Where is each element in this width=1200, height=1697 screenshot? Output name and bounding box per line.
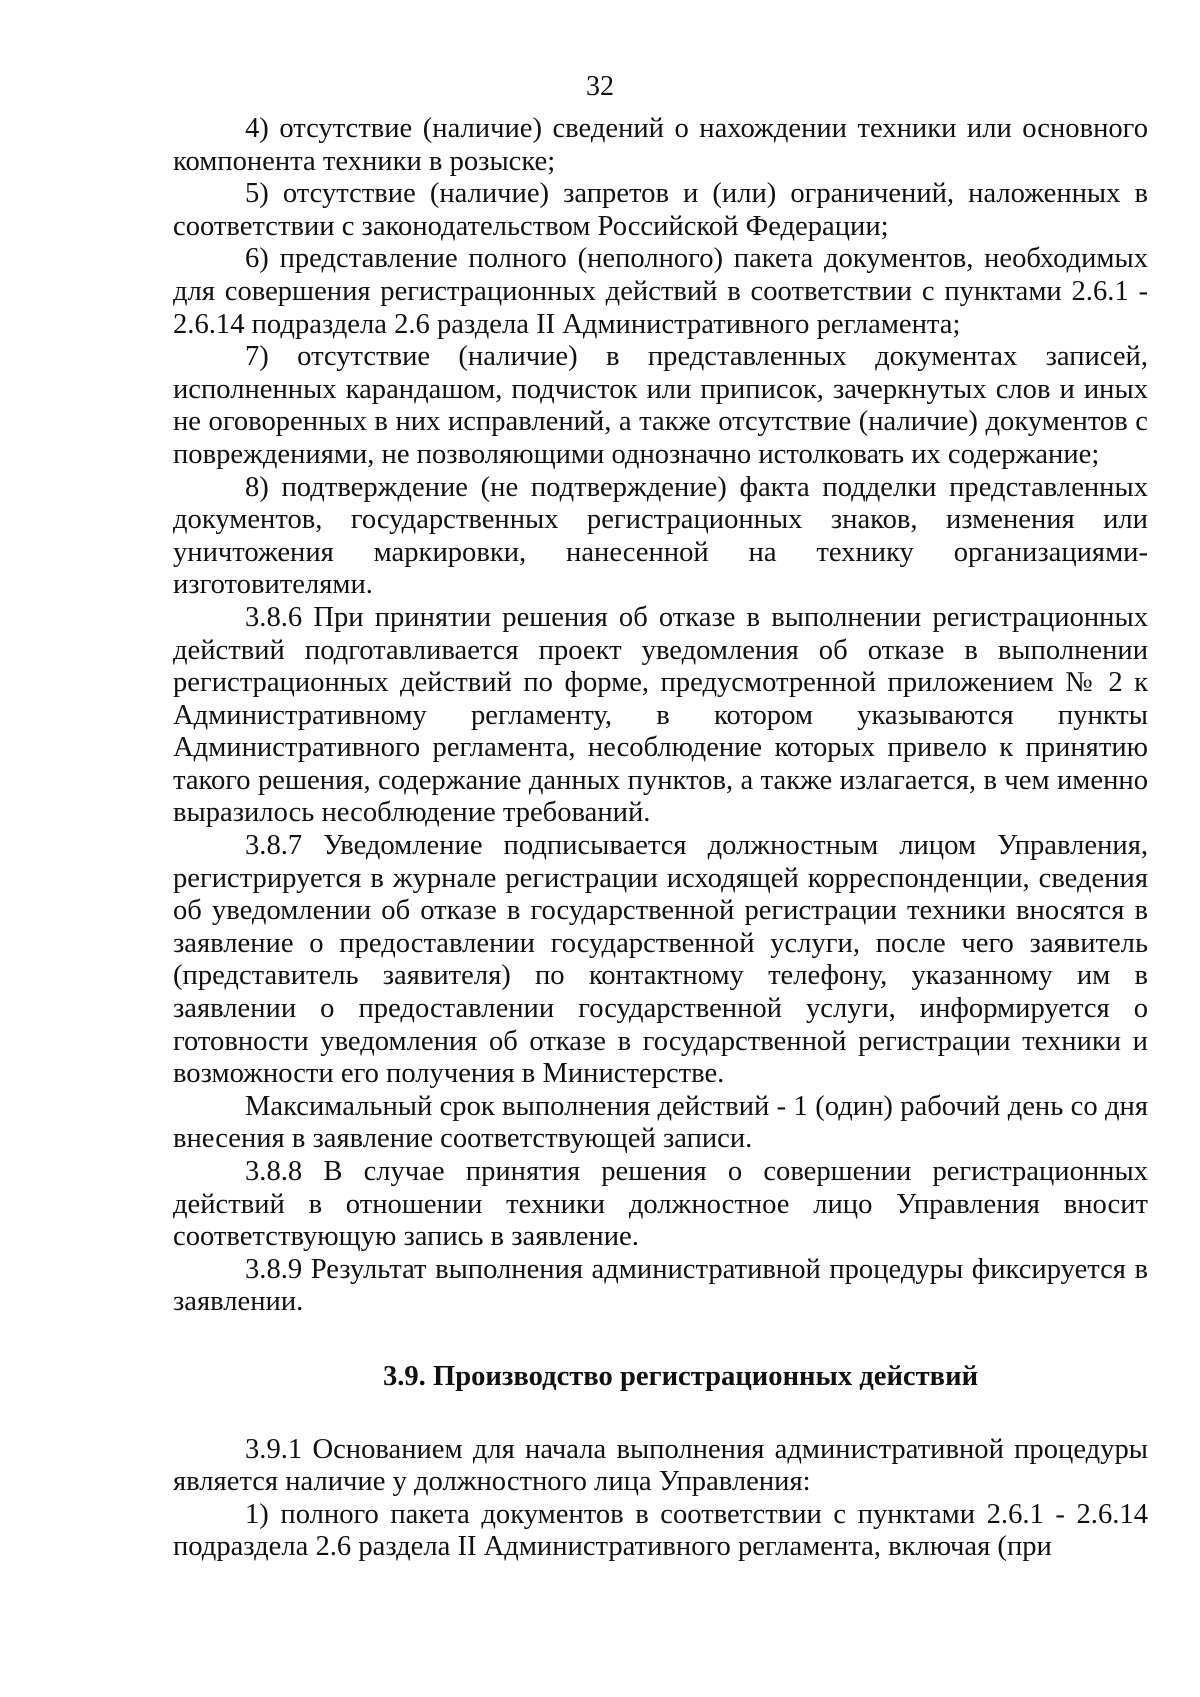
document-body (173, 113, 1148, 1564)
paragraph-item-5: 5) отсутствие (наличие) запретов и (или) ограничений, наложенных в соответствии с законодательством Российской Федерации; (173, 178, 1148, 242)
paragraph-3-8-6: 3.8.6 При принятии решения об отказе в выполнении регистрационных действий подготавливается проект уведомления об отказе в выполнении регистрационных действий по форме, предусмотренной приложением № 2 к Административному регламенту, в котором указываются пункты Административного регламента, несоблюдение которых привело к принятию такого решения, содержание данных пунктов, а также излагается, в чем именно выразилось несоблюдение требований. (173, 601, 1148, 829)
paragraph-3-8-9: 3.8.9 Результат выполнения административной процедуры фиксируется в заявлении. (173, 1253, 1148, 1318)
paragraph-item-1: 1) полного пакета документов в соответствии с пунктами 2.6.1 - 2.6.14 подраздела 2.6 раздела II Административного регламента, включая (при (173, 1498, 1148, 1563)
section-heading: 3.9. Производство регистрационных действий (382, 1360, 979, 1392)
paragraph-max-term: Максимальный срок выполнения действий - 1 (один) рабочий день со дня внесения в заявление соответствующей записи. (173, 1090, 1148, 1155)
paragraph-item-6: 6) представление полного (неполного) пакета документов, необходимых для совершения регистрационных действий в соответствии с пунктами 2.6.1 - 2.6.14 подраздела 2.6 раздела II Административного регламента; (173, 243, 1148, 340)
paragraph-item-7: 7) отсутствие (наличие) в представленных документах записей, исполненных карандашом, подчисток или приписок, зачеркнутых слов и иных не оговоренных в них исправлений, а также отсутствие (наличие) документов с повреждениями, не позволяющими однозначно истолковать их содержание; (173, 341, 1148, 470)
paragraph-item-4: 4) отсутствие (наличие) сведений о нахождении техники или основного компонента техники в розыске; (173, 113, 1148, 177)
paragraph-3-8-8: 3.8.8 В случае принятия решения о совершении регистрационных действий в отношении техники должностное лицо Управления вносит соответствующую запись в заявление. (173, 1156, 1148, 1253)
paragraph-3-8-7: 3.8.7 Уведомление подписывается должностным лицом Управления, регистрируется в журнале регистрации исходящей корреспонденции, сведения об уведомлении об отказе в государственной регистрации техники вносятся в заявление о предоставлении государственной услуги, после чего заявитель (представитель заявителя) по контактному телефону, указанному им в заявлении о предоставлении государственной услуги, информируется о готовности уведомления об отказе в государственной регистрации техники и возможности его получения в Министерстве. (173, 830, 1148, 1090)
paragraph-item-8: 8) подтверждение (не подтверждение) факта подделки представленных документов, государственных регистрационных знаков, изменения или уничтожения маркировки, нанесенной на технику организациями-изготовителями. (173, 471, 1148, 601)
paragraph-3-9-1: 3.9.1 Основанием для начала выполнения административной процедуры является наличие у должностного лица Управления: (173, 1433, 1148, 1498)
page-number: 32 (586, 71, 614, 102)
